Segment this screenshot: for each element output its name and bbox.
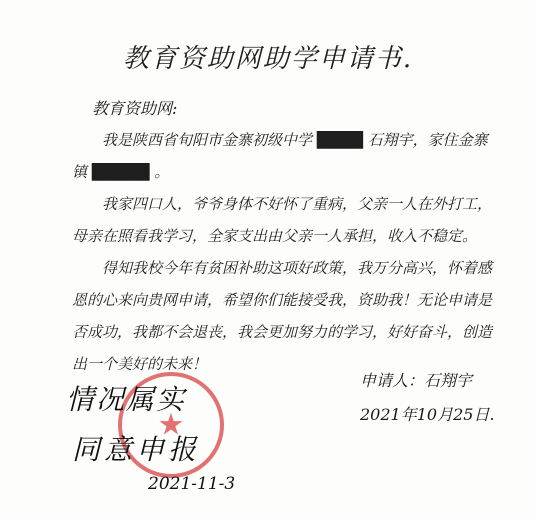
applicant-name: 申请人：石翔宇	[360, 371, 473, 390]
approval-note-2: 同意申报	[72, 433, 201, 466]
salutation: 教育资助网:	[92, 99, 178, 118]
letter-body	[72, 124, 492, 380]
applicant-signature	[360, 368, 472, 391]
paragraph-1: 我是陕西省旬阳市金寨初级中学 ████ 石翔宇，家住金寨镇 █████ 。	[72, 131, 488, 181]
approval-note-1: 情况属实	[66, 383, 187, 416]
application-date: 2021年10月25日.	[360, 405, 495, 424]
paragraph-3: 得知我校今年有贫困补助这项好政策，我万分高兴，怀着感恩的心来向贵网申请，希望你们能接受我，资助我！无论申请是否成功，我都不会退丧，我会更加努力的学习，好好奋斗，创造出一个美好的未来！	[72, 259, 493, 373]
letter-title: 教育资助网助学申请书.	[122, 44, 414, 74]
star-icon: ★	[157, 407, 185, 443]
paragraph-2: 我家四口人，爷爷身体不好怀了重病，父亲一人在外打工，母亲在照看我学习，全家支出由父亲一人承担，收入不稳定。	[72, 195, 493, 245]
approval-date: 2021-11-3	[148, 474, 236, 494]
